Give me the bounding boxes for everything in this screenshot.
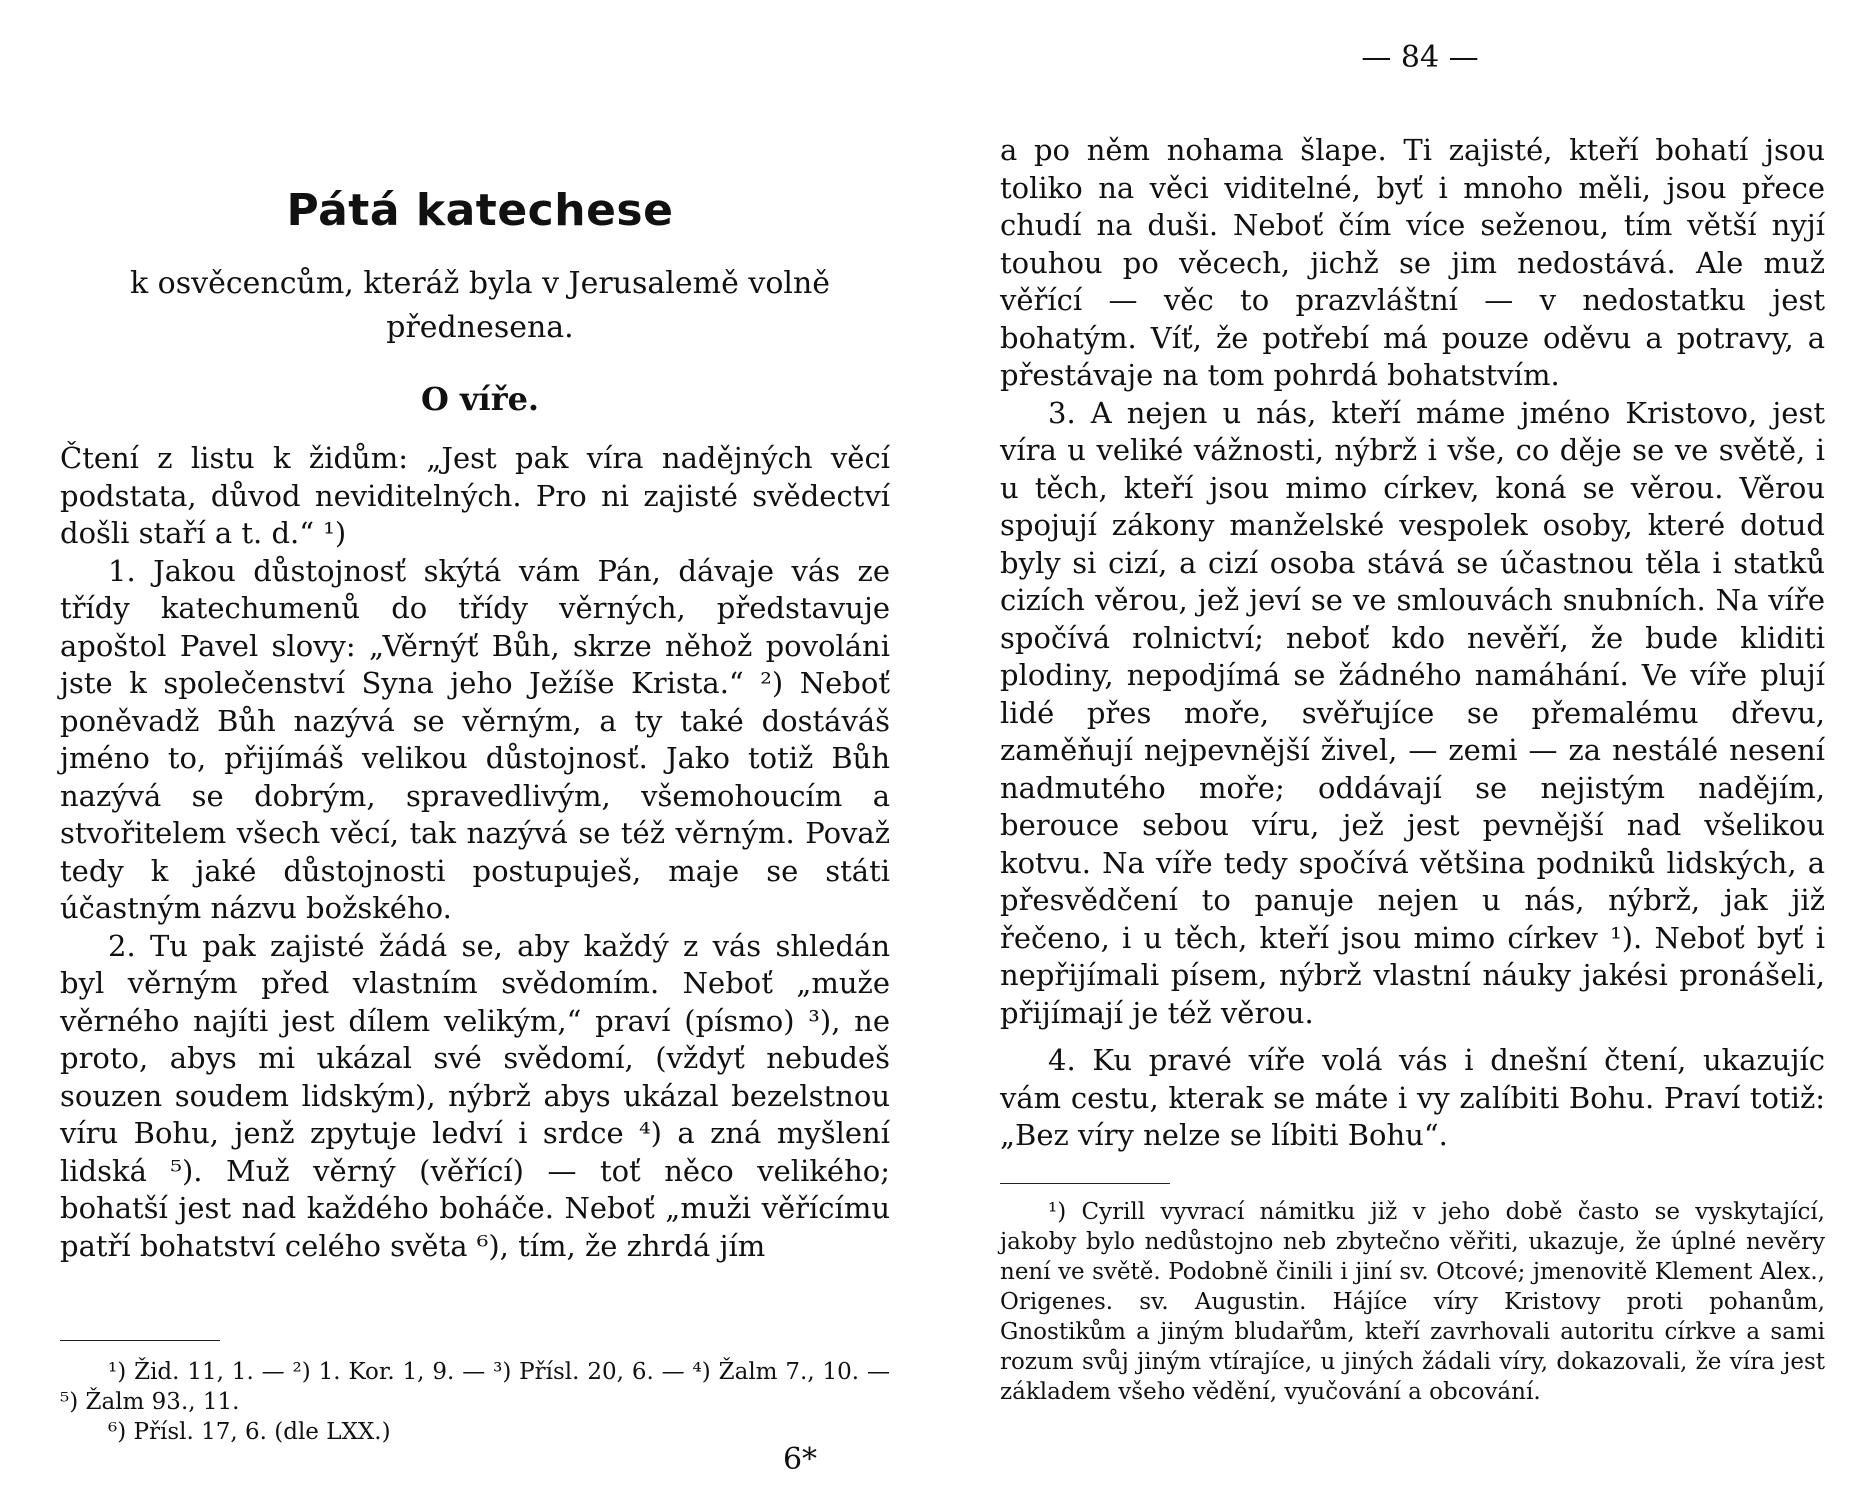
- footnote-divider: [1000, 1183, 1170, 1184]
- right-footnotes: [1000, 1197, 1825, 1407]
- footnote-line: ⁶) Přísl. 17, 6. (dle LXX.): [108, 1419, 391, 1445]
- signature-mark: 6*: [782, 1442, 818, 1477]
- footnote-line: ¹) Cyrill vyvrací námitku již v jeho době často se vyskytající, jakoby bylo nedůstojno neb zbytečno věřiti, ukazuje, že úplné nevěry není ve světě. Podobně činili i jiní sv. Otcové; jmenovitě Klement Alex., Origenes. sv. Augustin. Hájíce víry Kristovy proti pohanům, Gnostikům a jiným bludařům, kteří zavrhovali autoritu církve a sami rozum svůj jiným vtírajíce, u jiných žádali víry, dokazovali, že víra jest základem všeho vědění, vyučování a obcování.: [1000, 1199, 1825, 1405]
- footnote-divider: [60, 1340, 220, 1341]
- right-body-text: [1000, 132, 1825, 1155]
- paragraph-continuation: a po něm nohama šlape. Ti zajisté, kteří bohatí jsou toliko na věci viditelné, byť i mnoho měli, jsou přece chudí na duši. Neboť čím více seženou, tím větší nyjí touhou po věcech, jichž se jim nedostává. Ale muž věřící — věc to prazvláštní — v nedostatku jest bohatým. Víť, že potřebí má pouze oděvu a potravy, a přestávaje na tom pohrdá bohatstvím.: [1000, 133, 1825, 392]
- left-page: [0, 0, 920, 1500]
- left-body-text: [60, 440, 890, 1265]
- paragraph-3: 3. A nejen u nás, kteří máme jméno Kristovo, jest víra u veliké vážnosti, nýbrž i vše, co děje se ve světě, i u těch, kteří jsou mimo církev, koná se věrou. Věrou spojují zákony manželské vespolek osoby, které dotud byly si cizí, a cizí osoba stává se účastnou těla i statků cizích věrou, jež jeví se ve smlouvách snubních. Na víře spočívá rolnictví; neboť kdo nevěří, že bude kliditi plodiny, nepodjímá se žádného namáhání. Ve víře plují lidé přes moře, svěřujíce se přemalému dřevu, zaměňují nejpevnější živel, — zemi — za nestálé nesení nadmutého moře; oddávají se nejistým nadějím, berouce sebou víru, jež jest pevnější nad všelikou kotvu. Na víře tedy spočívá většina podniků lidských, a přesvědčení to panuje nejen u nás, nýbrž, jak již řečeno, i u těch, kteří jsou mimo církev ¹). Neboť byť i nepřijímali písem, nýbrž vlastní náuky jakési pronášeli, přijímají je též věrou.: [1000, 395, 1825, 1030]
- paragraph-2: 2. Tu pak zajisté žádá se, aby každý z vás shledán byl věrným před vlastním svědomím. Neboť „muže věrného najíti jest dílem velikým,“ praví (písmo) ³), ne proto, abys mi ukázal své svědomí, (vždyť nebudeš souzen soudem lidským), nýbrž abys ukázal bezelstnou víru Bohu, jenž zpytuje ledví i srdce ⁴) a zná myšlení lidská ⁵). Muž věrný (věřící) — toť něco velikého; bohatší jest nad každého boháče. Neboť „muži věřícímu patří bohatství celého světa ⁶), tím, že zhrdá jím: [60, 928, 890, 1263]
- paragraph-reading: Čtení z listu k židům: „Jest pak víra nadějných věcí podstata, důvod neviditelných. Pro ni zajisté svědectví došli staří a t. d.“ ¹): [60, 441, 890, 550]
- paragraph-4: 4. Ku pravé víře volá vás i dnešní čtení, ukazujíc vám cestu, kterak se máte i vy zalíbiti Bohu. Praví totiž: „Bez víry nelze se líbiti Bohu“.: [1000, 1043, 1825, 1152]
- paragraph-1: 1. Jakou důstojnosť skýtá vám Pán, dávaje vás ze třídy katechumenů do třídy věrných, představuje apoštol Pavel slovy: „Věrnýť Bůh, skrze něhož povoláni jste k společenství Syna jeho Ježíše Krista.“ ²) Neboť poněvadž Bůh nazývá se věrným, a ty také dostáváš jméno to, přijímáš velikou důstojnosť. Jako totiž Bůh nazývá se dobrým, spravedlivým, všemohoucím a stvořitelem všech věcí, tak nazývá se též věrným. Považ tedy k jaké důstojnosti postupuješ, maje se státi účastným názvu božského.: [60, 553, 890, 925]
- left-footnotes: [60, 1357, 890, 1447]
- chapter-subtitle: k osvěcencům, kteráž byla v Jerusalemě volně přednesena.: [129, 266, 831, 345]
- chapter-title: Pátá katechese: [286, 185, 674, 236]
- footnote-line: ¹) Žid. 11, 1. — ²) 1. Kor. 1, 9. — ³) Přísl. 20, 6. — ⁴) Žalm 7., 10. — ⁵) Žalm 93., 11.: [60, 1359, 890, 1415]
- page-number: — 84 —: [1361, 40, 1479, 75]
- section-heading: O víře.: [420, 380, 540, 418]
